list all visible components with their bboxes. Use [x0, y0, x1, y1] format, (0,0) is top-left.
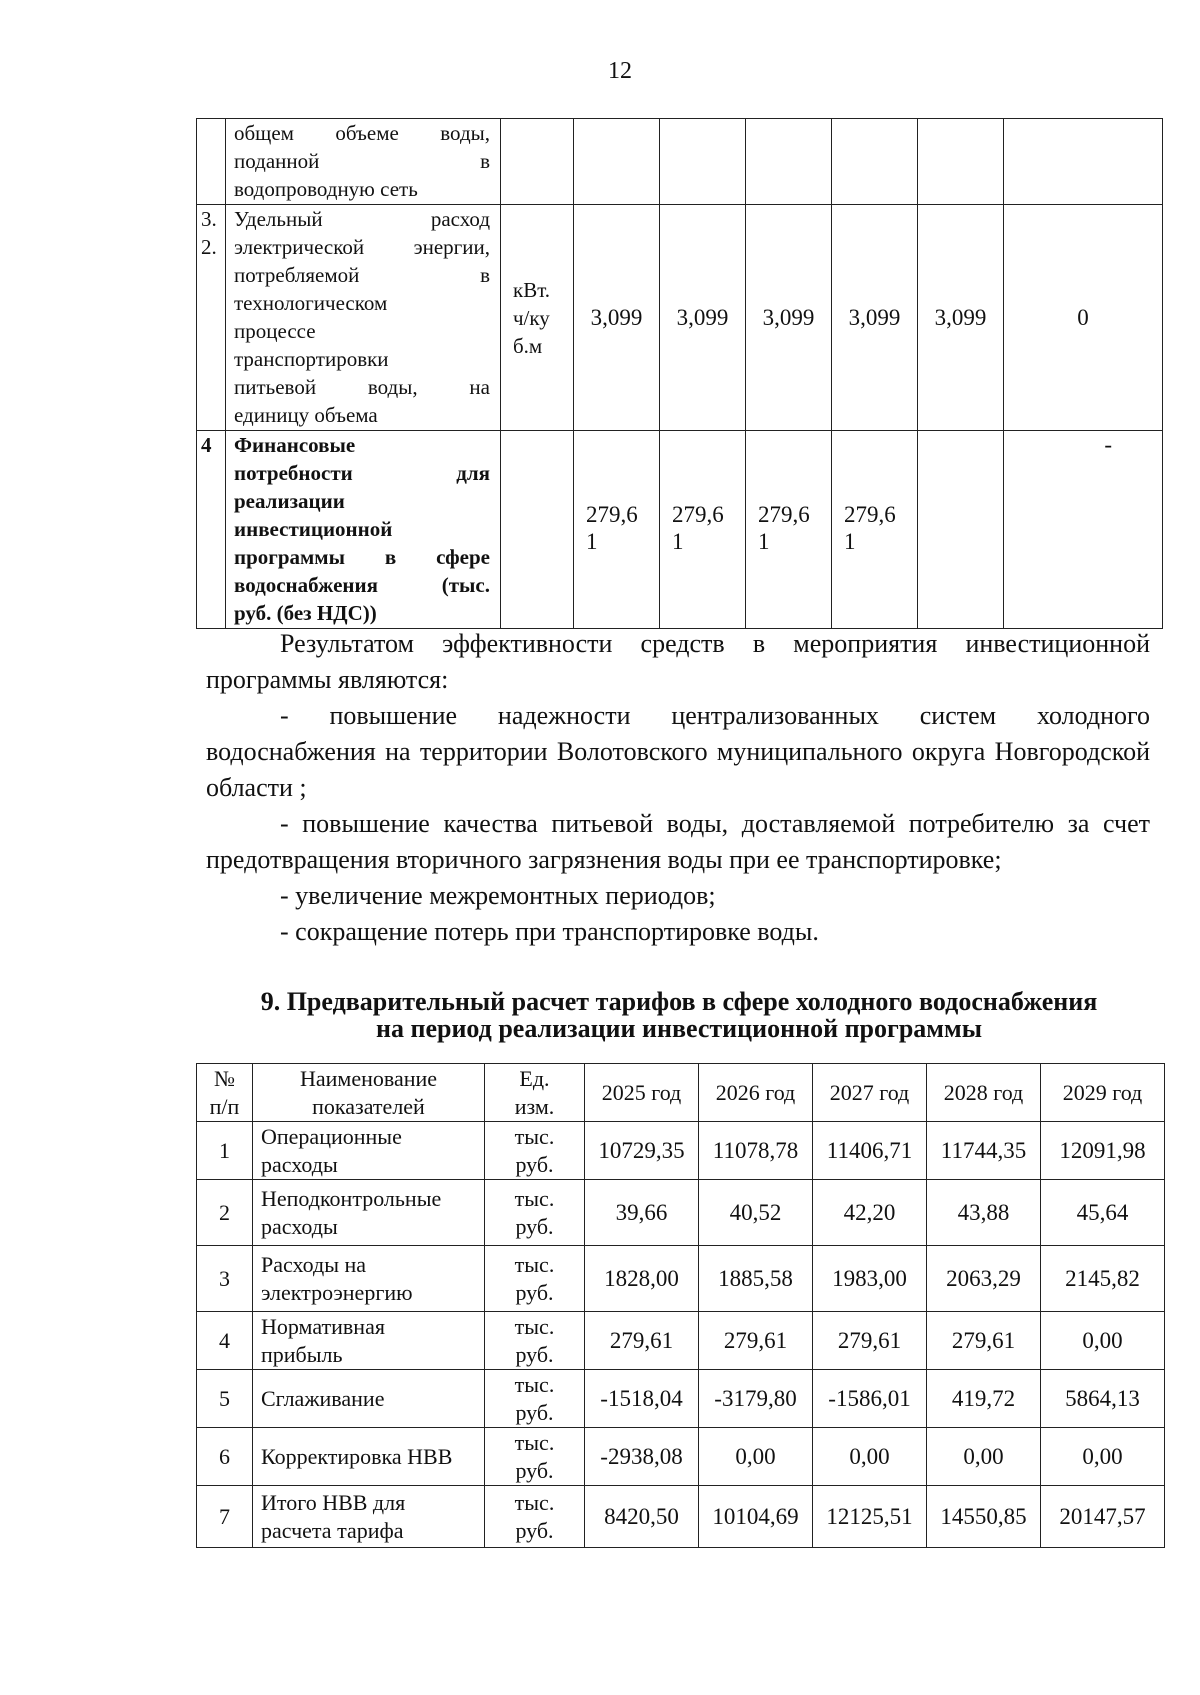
row-unit: тыс. руб.: [485, 1312, 585, 1370]
row-value: 1983,00: [813, 1246, 927, 1312]
header-year: 2026 год: [699, 1064, 813, 1122]
row-value: [660, 119, 746, 205]
row-name: Сглаживание: [253, 1370, 485, 1428]
row-value: 8420,50: [585, 1486, 699, 1548]
row-unit: [501, 119, 574, 205]
desc-line: транспортировки: [234, 347, 389, 371]
row-value: [746, 119, 832, 205]
row-value: 2063,29: [927, 1246, 1041, 1312]
row-value: 45,64: [1041, 1180, 1165, 1246]
tariff-table-body: [197, 1122, 1165, 1548]
desc-line: потребляемой в: [234, 263, 490, 287]
desc-line: потребности для: [234, 461, 490, 485]
row-number: 3: [197, 1246, 253, 1312]
table-header-row: [197, 1064, 1165, 1122]
row-value: 0,00: [1041, 1428, 1165, 1486]
row-value: 0,00: [927, 1428, 1041, 1486]
table-row: [197, 1180, 1165, 1246]
row-value: -2938,08: [585, 1428, 699, 1486]
row-value: 1828,00: [585, 1246, 699, 1312]
header-year: 2029 год: [1041, 1064, 1165, 1122]
paragraph-reliability: - повышение надежности централизованных систем холодного водоснабжения на территории Волотовского муниципального округа Новгородской области ;: [206, 701, 1150, 802]
row-value: 10729,35: [585, 1122, 699, 1180]
row-value: 279,61: [813, 1312, 927, 1370]
row-number: 4: [197, 431, 226, 629]
row-description: [226, 119, 501, 205]
section-heading: [196, 988, 1162, 1042]
desc-line: единицу объема: [234, 403, 378, 427]
indicators-table: [196, 118, 1163, 629]
row-value: -1518,04: [585, 1370, 699, 1428]
row-value: -1586,01: [813, 1370, 927, 1428]
row-value: 0,00: [813, 1428, 927, 1486]
desc-line: питьевой воды, на: [234, 375, 490, 399]
row-value: 279,6 1: [832, 431, 918, 629]
table-row: [197, 1246, 1165, 1312]
header-num: № п/п: [197, 1064, 253, 1122]
row-number: 1: [197, 1122, 253, 1180]
row-unit: тыс. руб.: [485, 1246, 585, 1312]
row-value: [918, 431, 1004, 629]
table-row: [197, 1122, 1165, 1180]
desc-line: Финансовые: [234, 433, 356, 457]
row-unit: кВт. ч/ку б.м: [501, 205, 574, 431]
row-value: 279,6 1: [746, 431, 832, 629]
paragraph-results: Результатом эффективности средств в мероприятия инвестиционной программы являются:: [206, 629, 1150, 694]
header-year: 2028 год: [927, 1064, 1041, 1122]
row-value: 0,00: [1041, 1312, 1165, 1370]
row-value: 42,20: [813, 1180, 927, 1246]
row-value: 12091,98: [1041, 1122, 1165, 1180]
row-value: 3,099: [918, 205, 1004, 431]
row-value: 3,099: [574, 205, 660, 431]
row-name: Операционные расходы: [253, 1122, 485, 1180]
row-name: Итого НВВ для расчета тарифа: [253, 1486, 485, 1548]
row-value: 20147,57: [1041, 1486, 1165, 1548]
row-number: 7: [197, 1486, 253, 1548]
row-unit: тыс. руб.: [485, 1428, 585, 1486]
row-unit: [501, 431, 574, 629]
row-value: [832, 119, 918, 205]
row-description: [226, 431, 501, 629]
table-row: [197, 119, 1163, 205]
tariff-table: [196, 1063, 1165, 1548]
desc-line: руб. (без НДС)): [234, 601, 377, 625]
row-name: Нормативная прибыль: [253, 1312, 485, 1370]
desc-line: программы в сфере: [234, 545, 490, 569]
row-value: [918, 119, 1004, 205]
row-description: [226, 205, 501, 431]
header-name: Наименование показателей: [253, 1064, 485, 1122]
row-value: 0: [1004, 205, 1163, 431]
desc-line: водопроводную сеть: [234, 177, 418, 201]
row-value: 1885,58: [699, 1246, 813, 1312]
header-year: 2025 год: [585, 1064, 699, 1122]
desc-line: процессе: [234, 319, 316, 343]
paragraph-repair-periods: - увеличение межремонтных периодов;: [280, 881, 716, 910]
desc-line: электрической энергии,: [234, 235, 490, 259]
table-row: [197, 1370, 1165, 1428]
row-name: Расходы на электроэнергию: [253, 1246, 485, 1312]
table-row: [197, 205, 1163, 431]
indicators-table-body: [197, 119, 1163, 629]
row-value: [1004, 119, 1163, 205]
desc-line: реализации: [234, 489, 345, 513]
table-row: [197, 1312, 1165, 1370]
row-value: [574, 119, 660, 205]
row-value: -3179,80: [699, 1370, 813, 1428]
row-number: 2: [197, 1180, 253, 1246]
row-value: 279,61: [585, 1312, 699, 1370]
row-number: 3. 2.: [197, 205, 226, 431]
row-value: 279,6 1: [574, 431, 660, 629]
row-value: 3,099: [746, 205, 832, 431]
row-value: 279,6 1: [660, 431, 746, 629]
heading-line: на период реализации инвестиционной программы: [375, 1014, 982, 1043]
row-value: 11078,78: [699, 1122, 813, 1180]
row-value: 39,66: [585, 1180, 699, 1246]
row-name: Корректировка НВВ: [253, 1428, 485, 1486]
desc-line: водоснабжения (тыс.: [234, 573, 490, 597]
table-row: [197, 1486, 1165, 1548]
row-value: 40,52: [699, 1180, 813, 1246]
desc-line: поданной в: [234, 149, 490, 173]
row-value: 43,88: [927, 1180, 1041, 1246]
desc-line: Удельный расход: [234, 207, 490, 231]
paragraph-loss-reduction: - сокращение потерь при транспортировке воды.: [280, 917, 819, 946]
row-number: 5: [197, 1370, 253, 1428]
row-value: 279,61: [699, 1312, 813, 1370]
row-value: 279,61: [927, 1312, 1041, 1370]
row-value: 3,099: [832, 205, 918, 431]
row-value: 14550,85: [927, 1486, 1041, 1548]
row-value: 11744,35: [927, 1122, 1041, 1180]
row-name: Неподконтрольные расходы: [253, 1180, 485, 1246]
row-value: 5864,13: [1041, 1370, 1165, 1428]
row-unit: тыс. руб.: [485, 1122, 585, 1180]
table-row: [197, 1428, 1165, 1486]
row-unit: тыс. руб.: [485, 1370, 585, 1428]
desc-line: технологическом: [234, 291, 388, 315]
row-value: 11406,71: [813, 1122, 927, 1180]
header-unit: Ед. изм.: [485, 1064, 585, 1122]
desc-line: инвестиционной: [234, 517, 393, 541]
row-value: 0,00: [699, 1428, 813, 1486]
row-unit: тыс. руб.: [485, 1486, 585, 1548]
row-value: -: [1004, 431, 1163, 629]
header-year: 2027 год: [813, 1064, 927, 1122]
row-number: 4: [197, 1312, 253, 1370]
row-number: [197, 119, 226, 205]
desc-line: общем объеме воды,: [234, 121, 490, 145]
row-value: 419,72: [927, 1370, 1041, 1428]
paragraph-quality: - повышение качества питьевой воды, доставляемой потребителю за счет предотвращения вторичного загрязнения воды при ее транспортировке;: [206, 809, 1150, 874]
heading-line: 9. Предварительный расчет тарифов в сфере холодного водоснабжения: [260, 987, 1098, 1016]
table-row: [197, 431, 1163, 629]
row-value: 3,099: [660, 205, 746, 431]
row-value: 10104,69: [699, 1486, 813, 1548]
row-value: 2145,82: [1041, 1246, 1165, 1312]
row-value: 12125,51: [813, 1486, 927, 1548]
row-unit: тыс. руб.: [485, 1180, 585, 1246]
row-number: 6: [197, 1428, 253, 1486]
page-number: 12: [608, 58, 632, 84]
